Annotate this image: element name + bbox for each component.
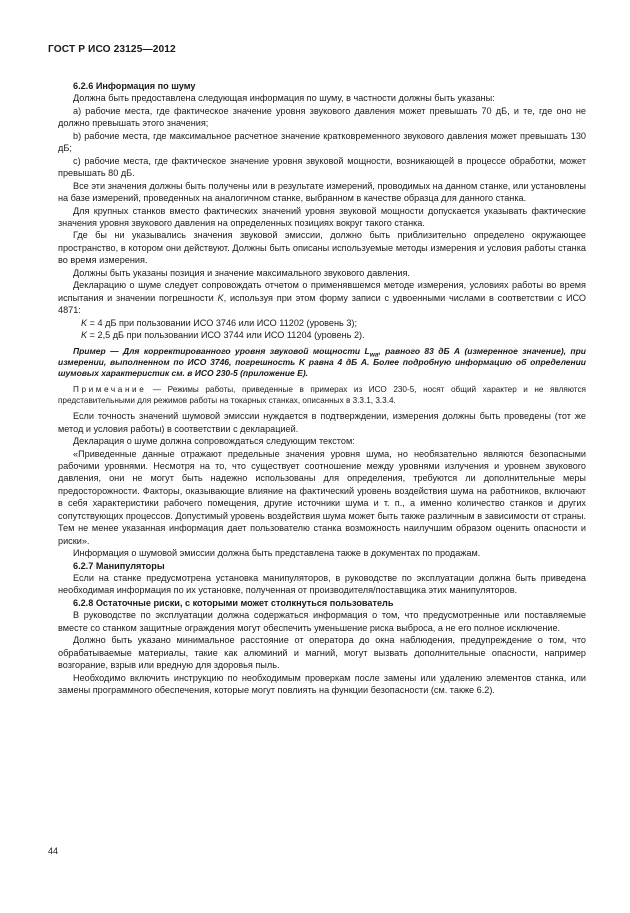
paragraph: Где бы ни указывались значения звуковой эмиссии, должно быть приблизительно определено окружающее пространство, в котором они действуют. Должны быть описаны используемые методы измерения и условия работы станка во время измерения.	[58, 230, 586, 266]
page-number: 44	[48, 846, 59, 856]
paragraph: Все эти значения должны быть получены или в результате измерений, проводимых на данном станке, или установлены на базе измерений, проведенных на аналогичном станке, выбранном в качестве образца для данного станка.	[58, 180, 586, 204]
paragraph: В руководстве по эксплуатации должна содержаться информация о том, что предусмотренные или поставляемые вместе со станком защитные ограждения могут обеспечить уменьшение риска выброса, а не его полное исключение.	[58, 610, 586, 633]
formula-line-1: K = 4 дБ при пользовании ИСО 3746 или ИСО 11202 (уровень 3);	[81, 317, 357, 328]
page-header: ГОСТ Р ИСО 23125—2012	[48, 44, 176, 55]
k-symbol: K	[217, 292, 224, 303]
formula-line-2: K = 2,5 дБ при пользовании ИСО 3744 или ИСО 11204 (уровень 2).	[81, 330, 365, 341]
list-item-c: c) рабочие места, где фактическое значение уровня звуковой мощности, возникающей в процессе обработки, может превышать 80 дБ.	[58, 155, 586, 179]
paragraph: Если точность значений шумовой эмиссии нуждается в подтверждении, измерения должны быть проведены (тот же метод и условия работы) в соответствии с декларацией.	[58, 411, 586, 434]
section-6-2-7-heading: 6.2.7 Манипуляторы	[73, 560, 165, 571]
list-item-a: a) рабочие места, где фактическое значение уровня звукового давления может превышать 70 дБ, и те, где оно не должно превышать этого значения;	[58, 105, 586, 129]
paragraph: Если на станке предусмотрена установка манипуляторов, в руководстве по эксплуатации должна быть приведена необходимая информация по их установке, полученная от производителя/поставщика этих манипуляторов.	[58, 573, 586, 596]
note-block: Примечание — Режимы работы, приведенные в примерах из ИСО 230-5, носят общий характер и не являются представительными для режимов работы на токарных станках, описанных в 3.3.1, 3.3.4.	[58, 384, 586, 405]
paragraph: «Приведенные данные отражают предельные значения уровня шума, но необязательно являются безопасными рабочими уровнями. Несмотря на то, что существует соотношение между уровнями излучения и уровнем звукового давления, они не могут быть надежно использованы для определения, требуются ли дополнительные меры предосторожности. Факторы, оказывающие влияние на фактический уровень воздействия шума на работников, включают в себя характеристики рабочего помещения, другие источники шума и т. п., а именно количество станков и других сопутствующих процессов. Допустимый уровень воздействия шума может быть также различным в зависимости от страны. Тем не менее указанная информация дает пользователю станка возможность наилучшим образом оценить опасности и риски».	[58, 448, 586, 546]
paragraph: Для крупных станков вместо фактических значений уровня звуковой мощности допускается указывать фактические значения уровня звукового давления на определенных позициях вокруг такого станка.	[58, 205, 586, 228]
paragraph: Декларация о шуме должна сопровождаться следующим текстом:	[73, 436, 355, 447]
paragraph: Необходимо включить инструкцию по необходимым проверкам после замены или удалению элементов станка, или замены программного обеспечения, которые могут повлиять на функции безопасности (см. также 6.2).	[58, 672, 586, 696]
example-block: Пример — Для корректированного уровня звуковой мощности $L_{wa}$, равного 83 дБ А (измеренное значение), при измерении, выполненном по ИСО 3746, погрешность K равна 4 дБ А. Более подробную информацию об определении шумовых характеристик см. в ИСО 230-5 (приложение Е).	[58, 345, 586, 379]
paragraph: Декларацию о шуме следует сопровождать отчетом о применявшемся методе измерения, условиях работы во время испытания и значении погрешности K, используя при этом форму записи с удвоенными числами в соответствии с ИСО 4871:	[58, 280, 586, 316]
paragraph: Должно быть указано минимальное расстояние от оператора до окна наблюдения, предупреждение о том, что обрабатываемые материалы, такие как алюминий и магний, могут вызвать дополнительные опасности, например возгорание, взрыв или вредную для здоровья пыль.	[58, 635, 586, 671]
section-6-2-8-heading: 6.2.8 Остаточные риски, с которыми может столкнуться пользователь	[73, 597, 394, 608]
note-label: Примечание	[73, 384, 147, 394]
document-body	[58, 80, 586, 697]
paragraph: Должна быть предоставлена следующая информация по шуму, в частности должны быть указаны:	[73, 93, 495, 104]
paragraph: Должны быть указаны позиция и значение максимального звукового давления.	[73, 267, 410, 278]
list-item-b: b) рабочие места, где максимальное расчетное значение кратковременного звукового давления может превышать 130 дБ;	[58, 130, 586, 154]
paragraph: Информация о шумовой эмиссии должна быть представлена также в документах по продажам.	[73, 548, 481, 559]
section-6-2-6-heading: 6.2.6 Информация по шуму	[73, 81, 196, 91]
